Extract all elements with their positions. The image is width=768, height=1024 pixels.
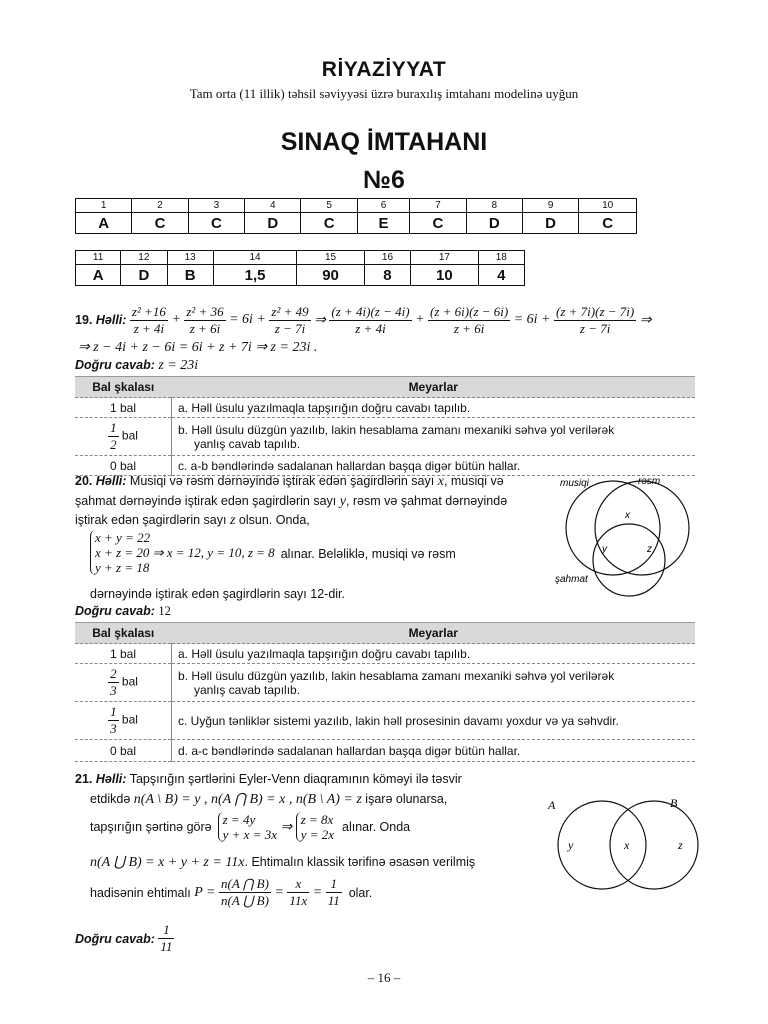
q19-answer-value: z = 23i [158, 358, 199, 373]
q20-line-2: şahmat dərnəyində iştirak edən şagirdlərin sayı y, rəsm və şahmat dərnəyində [75, 494, 508, 509]
answer-key-number-9: 9 [522, 199, 578, 213]
q19-solution-line: 19. Həlli: $\frac{\text{z² +16}}{z + 4i}$ + $\frac{\text{z² + 36}}{z + 6i}$ = 6i + $\frac{\text{z² + 49}}{z - 7i}$ ⇒ $\frac{(z + 4i)(z - 4i)}{z + 4i}$ + $\frac{(z + 6i)(z - 6i)}{z + 6i}$ = 6i + $\frac{(z + 7i)(z - 7i)}{z - 7i}$ ⇒ [75, 303, 652, 336]
venn-label-z: z [647, 544, 652, 555]
answer-key-number-2: 12 [121, 251, 167, 265]
q20-answer [75, 604, 171, 619]
venn-label-musiqi: musiqi [560, 478, 589, 489]
q21-fraction-3: $\frac{1}{11}$ [327, 876, 340, 908]
q19-equation-line: ⇒ z − 4i + z − 6i = 6i + z + 7i ⇒ z = 23i . [78, 340, 318, 355]
answer-key-number-4: 14 [213, 251, 296, 265]
q21-line-2: etdikdə n(A \ B) = y , n(A ⋂ B) = x , n(B \ A) = z işarə olunarsa, [90, 792, 448, 807]
q19-solution-label: Həlli: [95, 313, 127, 327]
answer-key-answer-3: B [167, 265, 213, 286]
q20-line-1: 20. Həlli: Musiqi və rəsm dərnəyində iştirak edən şagirdlərin sayı x, musiqi və [75, 474, 504, 489]
grade-header-scale: Bal şkalası [75, 623, 172, 644]
venn-label-sahmat: şahmat [555, 574, 588, 585]
answer-key-number-1: 11 [76, 251, 121, 265]
answer-key-number-1: 1 [76, 199, 132, 213]
q20-answer-label: Doğru cavab: [75, 604, 155, 618]
q19-grade-b-criteria: b. Həll üsulu düzgün yazılıb, lakin hesablama zamanı mexaniki səhvə yol verilərək yanlış cavab tapılıb. [172, 418, 696, 456]
q19-grade-c-criteria: c. a-b bəndlərində sadalanan hallardan başqa digər bütün hallar. [172, 456, 696, 476]
q20-grade-a-criteria: a. Həll üsulu yazılmaqla tapşırığın doğru cavabı tapılıb. [172, 644, 696, 664]
answer-key-answer-6: E [357, 213, 409, 234]
q20-grade-a-scale: 1 bal [75, 644, 172, 664]
q21-fraction-2: $\frac{x}{11x}$ [289, 876, 308, 908]
venn-label-y: y [568, 838, 574, 852]
q19-grade-a-scale: 1 bal [75, 398, 172, 418]
answer-key-answer-7: C [410, 213, 466, 234]
answer-key-answer-2: C [132, 213, 188, 234]
answer-key-number-4: 4 [245, 199, 301, 213]
q21-line-5: hadisənin ehtimalı P = $\frac{n(A ⋂ B)}{n(A ⋃ B)}$ = $\frac{x}{11x}$ = $\frac{1}{11}$ olar. [90, 876, 373, 908]
q19-grade-a-criteria: a. Həll üsulu yazılmaqla tapşırığın doğru cavabı tapılıb. [172, 398, 696, 418]
q21-system-2: z = 8x y = 2x [296, 812, 334, 842]
answer-key-number-6: 16 [364, 251, 410, 265]
answer-key-table-1 [75, 198, 637, 234]
page-number: – 16 – [367, 970, 401, 985]
answer-key-number-8: 18 [478, 251, 524, 265]
answer-key-answer-9: D [522, 213, 578, 234]
q19-fraction-6: $\frac{(z + 7i)(z - 7i)}{z - 7i}$ [556, 303, 635, 336]
answer-key-number-3: 13 [167, 251, 213, 265]
q20-line-3: iştirak edən şagirdlərin sayı z olsun. Onda, [75, 513, 310, 528]
q19-grading-table [75, 376, 695, 476]
answer-key-number-3: 3 [188, 199, 244, 213]
answer-key-table-2 [75, 250, 525, 286]
answer-key-answer-6: 8 [364, 265, 410, 286]
venn-label-x: x [624, 838, 630, 852]
q20-grade-d-scale: 0 bal [75, 740, 172, 762]
q20-grade-d-criteria: d. a-c bəndlərində sadalanan hallardan başqa digər bütün hallar. [172, 740, 696, 762]
answer-key-number-5: 5 [301, 199, 357, 213]
q20-grade-c-criteria: c. Uyğun tənliklər sistemi yazılıb, lakin həll prosesinin davamı yoxdur və ya səhvdir. [172, 702, 696, 740]
answer-key-answer-5: C [301, 213, 357, 234]
q19-fraction-2: $\frac{\text{z² + 36}}{z + 6i}$ [186, 303, 224, 336]
q21-line-1: 21. Həlli: Tapşırığın şərtlərini Eyler-Venn diaqramının köməyi ilə təsvir [75, 772, 462, 786]
q20-solution-label: Həlli: [95, 474, 127, 488]
answer-key-answer-8: 4 [478, 265, 524, 286]
q21-venn-diagram [540, 795, 710, 895]
q21-answer-label: Doğru cavab: [75, 931, 155, 946]
answer-key-number-5: 15 [297, 251, 365, 265]
q20-grading-table [75, 622, 695, 762]
answer-key-answer-7: 10 [411, 265, 479, 286]
answer-key-answer-8: D [466, 213, 522, 234]
answer-key-number-7: 17 [411, 251, 479, 265]
q20-system: x + y = 22 x + z = 20 ⇒ x = 12, y = 10, z = 8 y + z = 18 alınar. Beləliklə, musiqi və rəsm [90, 530, 456, 575]
venn-label-b: B [670, 796, 678, 810]
q19-grade-c-scale: 0 bal [75, 456, 172, 476]
q21-line-4: n(A ⋃ B) = x + y + z = 11x. Ehtimalın klassik tərifinə əsasən verilmiş [90, 855, 476, 870]
answer-key-answer-2: D [121, 265, 167, 286]
venn-label-y: y [602, 544, 607, 555]
q21-number: 21. [75, 772, 93, 786]
q19-fraction-1: $\frac{\text{z² +16}}{z + 4i}$ [131, 303, 166, 336]
venn-label-x: x [625, 510, 630, 521]
exam-number: №6 [363, 166, 405, 194]
q19-answer [75, 358, 198, 374]
q19-answer-label: Doğru cavab: [75, 358, 155, 372]
answer-key-answer-1: A [76, 213, 132, 234]
q20-line-4: dərnəyində iştirak edən şagirdlərin sayı 12-dir. [90, 587, 345, 601]
q20-venn-diagram [550, 470, 700, 600]
q21-system-1: z = 4y y + x = 3x [218, 812, 277, 842]
subtitle: Tam orta (11 illik) təhsil səviyyəsi üzrə buraxılış imtahanı modelinə uyğun [189, 86, 579, 101]
q19-fraction-5: $\frac{(z + 6i)(z - 6i)}{z + 6i}$ [430, 303, 509, 336]
answer-key-number-6: 6 [357, 199, 409, 213]
answer-key-answer-4: 1,5 [213, 265, 296, 286]
q21-line-3: tapşırığın şərtinə görə z = 4y y + x = 3x ⇒ z = 8x y = 2x alınar. Onda [90, 812, 411, 842]
answer-key-answer-3: C [188, 213, 244, 234]
venn-circle-sahmat [593, 524, 665, 596]
grade-header-criteria: Meyarlar [172, 377, 696, 398]
venn-label-resm: rəsm [638, 476, 661, 487]
answer-key-number-8: 8 [466, 199, 522, 213]
q20-grade-b-criteria: b. Həll üsulu düzgün yazılıb, lakin hesablama zamanı mexaniki səhvə yol verilərək yanlış cavab tapılıb. [172, 664, 696, 702]
answer-key-answer-10: C [579, 213, 637, 234]
q21-answer [75, 922, 174, 955]
answer-key-answer-5: 90 [297, 265, 365, 286]
answer-key-number-10: 10 [579, 199, 637, 213]
q20-equation-system: x + y = 22 x + z = 20 ⇒ x = 12, y = 10, z = 8 y + z = 18 [90, 530, 275, 575]
q21-answer-value: $\frac{1}{11}$ [160, 922, 173, 954]
venn-label-a: A [548, 798, 556, 812]
answer-key-answer-1: A [76, 265, 121, 286]
q21-fraction-1: $\frac{n(A ⋂ B)}{n(A ⋃ B)}$ [220, 876, 269, 908]
q20-grade-b-scale: $\frac{2}{3}$ bal [75, 664, 172, 702]
q20-answer-value: 12 [158, 604, 171, 618]
q21-solution-label: Həlli: [95, 772, 127, 786]
answer-key-answer-4: D [245, 213, 301, 234]
answer-key-number-2: 2 [132, 199, 188, 213]
q19-number: 19. [75, 313, 93, 327]
subject-title: RİYAZİYYAT [321, 58, 447, 81]
q19-fraction-4: $\frac{(z + 4i)(z - 4i)}{z + 4i}$ [331, 303, 410, 336]
q19-fraction-3: $\frac{\text{z² + 49}}{z - 7i}$ [271, 303, 309, 336]
grade-header-scale: Bal şkalası [75, 377, 172, 398]
venn-label-z: z [678, 838, 683, 852]
answer-key-number-7: 7 [410, 199, 466, 213]
q20-number: 20. [75, 474, 93, 488]
q19-grade-b-scale: $\frac{1}{2}$ bal [75, 418, 172, 456]
grade-header-criteria: Meyarlar [172, 623, 696, 644]
q20-grade-c-scale: $\frac{1}{3}$ bal [75, 702, 172, 740]
exam-title: SINAQ İMTAHANI [280, 128, 488, 156]
venn-circle-resm [595, 481, 689, 575]
